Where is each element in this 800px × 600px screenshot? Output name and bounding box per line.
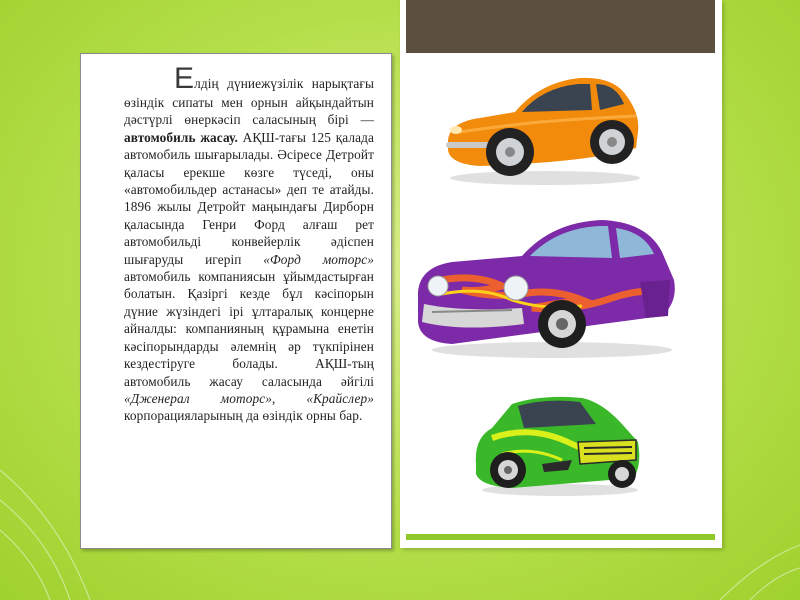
text-part-2: АҚШ-тағы 125 қалада автомобиль шығарылады. Әсіресе Детройт қаласы ерекше көзге түседі, оны «автомобильдер астанасы» деп те атайды. 1896 жылы Детройт маңындағы Дирборн қаласында Генри Форд алғаш рет автомобильді конвейерлік әдіспен шығаруды игеріп: [124, 129, 374, 267]
orange-car-image: [440, 70, 645, 188]
text-part-4: ,: [271, 390, 307, 406]
article-text: [124, 64, 374, 425]
text-part-5: корпорацияларының да өзіндік орны бар.: [124, 408, 363, 424]
italic-chrysler: «Крайслер»: [306, 390, 374, 406]
header-bar: [406, 0, 715, 53]
bold-term: автомобиль жасау.: [124, 129, 238, 145]
text-part-1: лдің дүниежүзілік нарықтағы өзіндік сипаты мен орнын айқындайтын дәстүрлі өнеркәсіп саласының бірі —: [124, 76, 374, 128]
purple-car-image: [412, 212, 680, 362]
accent-line: [406, 534, 715, 540]
drop-initial: Е: [174, 62, 195, 95]
green-car-image: [472, 394, 644, 498]
article-paragraph: [124, 64, 374, 425]
italic-gm: «Дженерал моторс»: [124, 390, 272, 406]
italic-ford: «Форд моторс»: [263, 251, 374, 267]
image-card: [400, 0, 722, 548]
text-part-3: автомобиль компаниясын ұйымдастырған болатын. Қазіргі кезде бұл кәсіпорын дүние жүзіндегі ірі ұлтаралық концерне айналды: компанияның құрамына енетін кәсіпорындарды әлемнің әр түкпірінен кездестіруге болады. АҚШ-тың автомобиль жасау саласында әйгілі: [124, 269, 374, 389]
article-card: [80, 53, 392, 549]
